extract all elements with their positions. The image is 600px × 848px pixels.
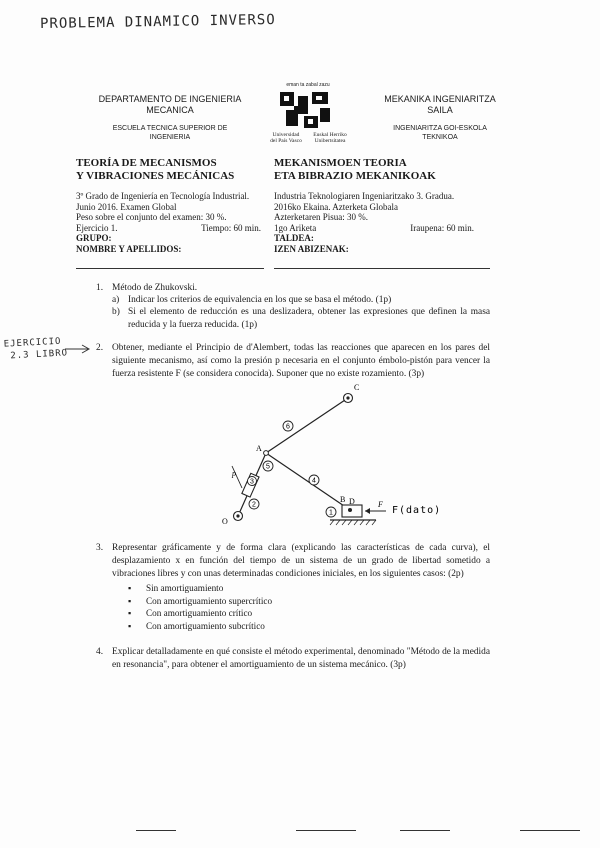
- ground-hatch: [330, 520, 376, 525]
- slider-block-D: [342, 505, 362, 517]
- bottom-mark-4: [520, 830, 580, 831]
- q1-text: Método de Zhukovski.: [112, 283, 198, 293]
- force-arrowhead-icon: [365, 508, 370, 514]
- info-es-exercise: Ejercicio 1.: [76, 222, 118, 233]
- logo-caption-right2: Unibertsitatea: [314, 138, 346, 144]
- logo-caption-left: [264, 132, 308, 144]
- q3-case-list: [128, 582, 458, 632]
- logo-caption-left1: Universidad: [272, 132, 300, 138]
- label-B: B: [340, 495, 346, 504]
- dept-right-line2: SAILA: [427, 105, 453, 115]
- name-line-right: [274, 268, 490, 269]
- info-eu-exercise: 1go Ariketa: [274, 222, 317, 233]
- joint-O-pin: [236, 514, 239, 517]
- university-logo: [264, 82, 352, 152]
- link-2-number: 2: [252, 501, 256, 509]
- q3-text: Representar gráficamente y de forma clara (explicando las características de cada curva), el desplazamiento x en función del tiempo de un sistema de un grado de libertad sometido a vibraciones libres y con unas determinadas condiciones iniciales, en los siguientes casos: (2p): [112, 543, 490, 579]
- handwritten-force-note: F(dato): [392, 505, 442, 516]
- q3-case-item: ▪ Con amortiguamiento crítico: [128, 607, 458, 620]
- label-C: C: [354, 383, 360, 392]
- label-O: O: [222, 517, 228, 526]
- school-left-line2: INGENIERIA: [149, 134, 191, 141]
- label-D: D: [349, 497, 355, 506]
- handwritten-title-note: PROBLEMA DINAMICO INVERSO: [39, 11, 276, 33]
- info-es-name: NOMBRE Y APELLIDOS:: [76, 243, 182, 254]
- q3-number: 3.: [96, 543, 104, 553]
- q4-text: Explicar detalladamente en qué consiste el método experimental, denominado "Método de la medida en resonancia", para obtener el amortiguamiento de un sistema mecánico. (3p): [112, 647, 490, 670]
- info-eu-line1: Industria Teknologiaren Ingeniaritzako 3. Gradua.: [274, 191, 455, 201]
- q2-text: Obtener, mediante el Principio de d'Alembert, todas las reacciones que aparecen en los pares del siguiente mecanismo, así como la presión p necesaria en el conjunto émbolo-pistón para vencer la fuerza resistente F (se considera conocida). Suponer que no existe rozamiento. (3p): [112, 343, 490, 379]
- school-right: [355, 124, 525, 142]
- q3-case-item: ▪ Sin amortiguamiento: [128, 582, 458, 595]
- info-es-line1: 3º Grado de Ingeniería en Tecnología Industrial.: [76, 191, 250, 201]
- bottom-mark-1: [136, 830, 176, 831]
- q3-case-item: ▪ Con amortiguamiento supercrítico: [128, 595, 458, 608]
- link-6-number: 6: [286, 423, 290, 431]
- school-left: [80, 124, 260, 142]
- handwritten-arrow-icon: [64, 344, 92, 354]
- label-A: A: [256, 444, 262, 453]
- logo-caption-right1: Euskal Herriko: [313, 132, 347, 138]
- logo-emblem-icon: [264, 88, 352, 132]
- info-eu-line2: 2016ko Ekaina. Azterketa Globala: [274, 201, 398, 212]
- q4-number: 4.: [96, 647, 104, 657]
- q1b-text: Si el elemento de reducción es una deslizadera, obtener las expresiones que definen la masa reducida y la fuerza reducida. (1p): [128, 307, 490, 330]
- link-AD: [266, 453, 350, 510]
- course-title-eu-line2: ETA BIBRAZIO MEKANIKOAK: [274, 170, 436, 182]
- link-AC: [266, 398, 348, 453]
- course-title-es: [76, 157, 234, 183]
- link-1-number: 1: [329, 509, 333, 517]
- link-5-number: 5: [266, 463, 270, 471]
- q2-number: 2.: [96, 343, 104, 353]
- info-eu-time: Iraupena: 60 min.: [410, 222, 474, 233]
- exam-info-es: [76, 191, 271, 254]
- info-es-time: Tiempo: 60 min.: [201, 222, 261, 233]
- course-title-eu-line1: MEKANISMOEN TEORIA: [274, 157, 407, 169]
- pressure-label: p: [232, 469, 236, 478]
- dept-right-line1: MEKANIKA INGENIARITZA: [384, 94, 496, 104]
- margin-note-line2: 2.3 LIBRO: [10, 348, 69, 362]
- course-title-eu: [274, 157, 436, 183]
- joint-C-pin: [346, 396, 349, 399]
- info-es-line3: Peso sobre el conjunto del examen: 30 %.: [76, 212, 227, 222]
- course-title-es-line2: Y VIBRACIONES MECÁNICAS: [76, 170, 235, 182]
- info-es-group: GRUPO:: [76, 233, 112, 243]
- q1a-text: Indicar los criterios de equivalencia en los que se basa el método. (1p): [128, 295, 392, 305]
- joint-D: [348, 508, 352, 512]
- handwritten-margin-note: [3, 335, 68, 362]
- bottom-mark-3: [400, 830, 450, 831]
- joint-A: [264, 451, 269, 456]
- q1b-label: b): [112, 307, 120, 317]
- course-title-es-line1: TEORÍA DE MECANISMOS: [76, 157, 217, 169]
- info-eu-name: IZEN ABIZENAK:: [274, 243, 349, 254]
- school-right-line2: TEKNIKOA: [422, 134, 458, 141]
- logo-caption-left2: del País Vasco: [270, 138, 302, 144]
- info-eu-group: TALDEA:: [274, 233, 314, 243]
- dept-left: [80, 94, 260, 116]
- school-right-line1: INGENIARITZA GOI-ESKOLA: [393, 125, 487, 132]
- dept-right: [355, 94, 525, 116]
- logo-caption-right: [308, 132, 352, 144]
- label-F: F: [378, 500, 383, 509]
- link-4-number: 4: [312, 477, 316, 485]
- school-left-line1: ESCUELA TECNICA SUPERIOR DE: [112, 125, 228, 132]
- link-3-number: 3: [250, 478, 254, 486]
- q1a-label: a): [112, 295, 120, 305]
- logo-motto: eman ta zabal zazu: [286, 82, 330, 88]
- margin-note-line1: EJERCICIO: [3, 336, 62, 350]
- bottom-mark-2: [296, 830, 356, 831]
- name-line-left: [76, 268, 264, 269]
- q3-case-item: ▪ Con amortiguamiento subcrítico: [128, 620, 458, 633]
- dept-left-line1: DEPARTAMENTO DE INGENIERIA: [98, 94, 242, 104]
- exam-info-eu: [274, 191, 494, 254]
- mechanism-diagram: [190, 378, 450, 538]
- info-es-line2: Junio 2016. Examen Global: [76, 201, 177, 212]
- dept-left-line2: MECANICA: [146, 105, 194, 115]
- info-eu-line3: Azterketaren Pisua: 30 %.: [274, 212, 368, 222]
- q1-number: 1.: [96, 283, 104, 293]
